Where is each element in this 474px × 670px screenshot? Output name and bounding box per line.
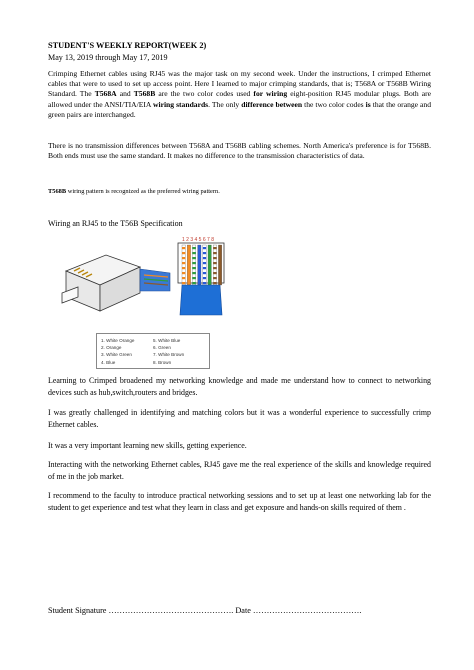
intro-bold-for-wiring: for wiring xyxy=(253,89,288,99)
intro-text-2: and xyxy=(119,89,131,99)
wire-5-stripe xyxy=(203,267,206,269)
wire-3-stripe xyxy=(192,252,195,254)
legend-item: 8. Brown xyxy=(153,359,172,365)
intro-paragraph xyxy=(48,69,431,120)
learning-paragraph: Learning to Crimped broadened my networking knowledge and made me understand how to connect to networking devices such as hub,switch,routers and bridges. xyxy=(48,376,431,398)
wire-3-stripe xyxy=(192,282,195,284)
intro-bold-wiring-standards: wiring standards xyxy=(152,99,209,109)
transmission-paragraph: There is no transmission differences between T568A and T568B cabling schemes. North America's preference is for T568B. Both ends must use the same standard. It makes no difference to the transmission characteristics of data. xyxy=(48,141,431,161)
wire-1-stripe xyxy=(182,272,185,274)
cable-jacket xyxy=(180,285,222,315)
wire-4 xyxy=(198,245,201,285)
legend-item: 6. Green xyxy=(153,345,171,351)
wire-7-stripe xyxy=(213,277,216,279)
intro-text-3: are the two color codes used xyxy=(158,89,251,99)
wire-7-stripe xyxy=(213,262,216,264)
wire-2 xyxy=(187,245,190,285)
intro-bold-is: is xyxy=(365,99,371,109)
wire-6 xyxy=(208,245,211,285)
recommendation-paragraph: I recommend to the faculty to introduce practical networking sessions and to set up at least one networking lab for the student to get experience and test what they learn in class and get exposure and hands-on skills required of them . xyxy=(48,491,431,513)
wire-7-stripe xyxy=(213,282,216,284)
note-bold: T568B xyxy=(48,188,67,195)
challenge-paragraph: I was greatly challenged in identifying and matching colors but it was a wonderful experience to successfully crimp Ethernet cables. xyxy=(48,408,431,430)
wire-5-stripe xyxy=(203,257,206,259)
figure-caption: Wiring an RJ45 to the T56B Specification xyxy=(48,219,183,228)
intro-bold-t568b: T568B xyxy=(133,89,156,99)
report-dates: May 13, 2019 through May 17, 2019 xyxy=(48,53,168,62)
legend-item: 1. White Orange xyxy=(101,338,135,343)
wire-5-stripe xyxy=(203,277,206,279)
wire-1-stripe xyxy=(182,252,185,254)
intro-bold-t568a: T568A xyxy=(94,89,117,99)
rj45-diagram-svg xyxy=(60,233,230,333)
legend-item: 3. White Green xyxy=(101,352,132,358)
wire-1-stripe xyxy=(182,257,185,259)
experience-paragraph: Interacting with the networking Ethernet cables, RJ45 gave me the real experience of the skills and knowledge required of me in the job market. xyxy=(48,460,431,482)
preferred-pattern-note xyxy=(48,188,220,195)
wire-8 xyxy=(218,245,221,285)
signature-line: Student Signature ………………………………………. Date …………………………………. xyxy=(48,606,362,615)
pin-numbers: 1 2 3 4 5 6 7 8 xyxy=(182,237,214,243)
skills-paragraph: It was a very important learning new skills, getting experience. xyxy=(48,441,247,450)
rj45-wiring-figure xyxy=(60,233,230,338)
wire-3-stripe xyxy=(192,257,195,259)
legend-item: 7. White Brown xyxy=(153,352,185,358)
legend-item: 4. Blue xyxy=(101,359,116,365)
legend-right-column xyxy=(153,337,184,366)
wire-3-stripe xyxy=(192,262,195,264)
wire-color-legend xyxy=(96,333,210,369)
intro-bold-difference: difference between xyxy=(241,99,303,109)
wire-1-stripe xyxy=(182,262,185,264)
intro-text-5: . The only xyxy=(208,99,240,109)
report-title: STUDENT'S WEEKLY REPORT(WEEK 2) xyxy=(48,41,207,50)
legend-item: 5. White Blue xyxy=(153,338,181,343)
wire-7-stripe xyxy=(213,252,216,254)
wire-7-stripe xyxy=(213,267,216,269)
wire-7-stripe xyxy=(213,257,216,259)
wire-3-stripe xyxy=(192,272,195,274)
intro-text-1: Crimping Ethernet cables using RJ45 was the major task on my second week. Under the instructions, I crimped Ethernet cables that were to used to set up access point. Here I learned to major crimping standards, that is; T568A or T568B Wiring Standard. The xyxy=(48,69,431,99)
wire-5-stripe xyxy=(203,272,206,274)
note-text: wiring pattern is recognized as the preferred wiring pattern. xyxy=(66,188,220,195)
intro-text-4: eight-position RJ45 modular plugs. Both are allowed under the ANSI/TIA/EIA xyxy=(48,89,431,109)
wire-5-stripe xyxy=(203,252,206,254)
wire-7-stripe xyxy=(213,247,216,249)
wire-3-stripe xyxy=(192,267,195,269)
intro-text-7: that the orange and green pairs are interchanged. xyxy=(48,99,431,119)
legend-left-column xyxy=(101,337,134,366)
legend-item: 2. Orange xyxy=(101,345,122,351)
rj45-plug-illustration xyxy=(62,255,170,311)
wire-7-stripe xyxy=(213,272,216,274)
wire-3-stripe xyxy=(192,277,195,279)
wire-5-stripe xyxy=(203,247,206,249)
wire-5-stripe xyxy=(203,262,206,264)
intro-text-6: the two color codes xyxy=(304,99,364,109)
wire-3-stripe xyxy=(192,247,195,249)
wire-1-stripe xyxy=(182,267,185,269)
wire-5-stripe xyxy=(203,282,206,284)
wire-1-stripe xyxy=(182,247,185,249)
wire-1-stripe xyxy=(182,277,185,279)
wire-1-stripe xyxy=(182,282,185,284)
